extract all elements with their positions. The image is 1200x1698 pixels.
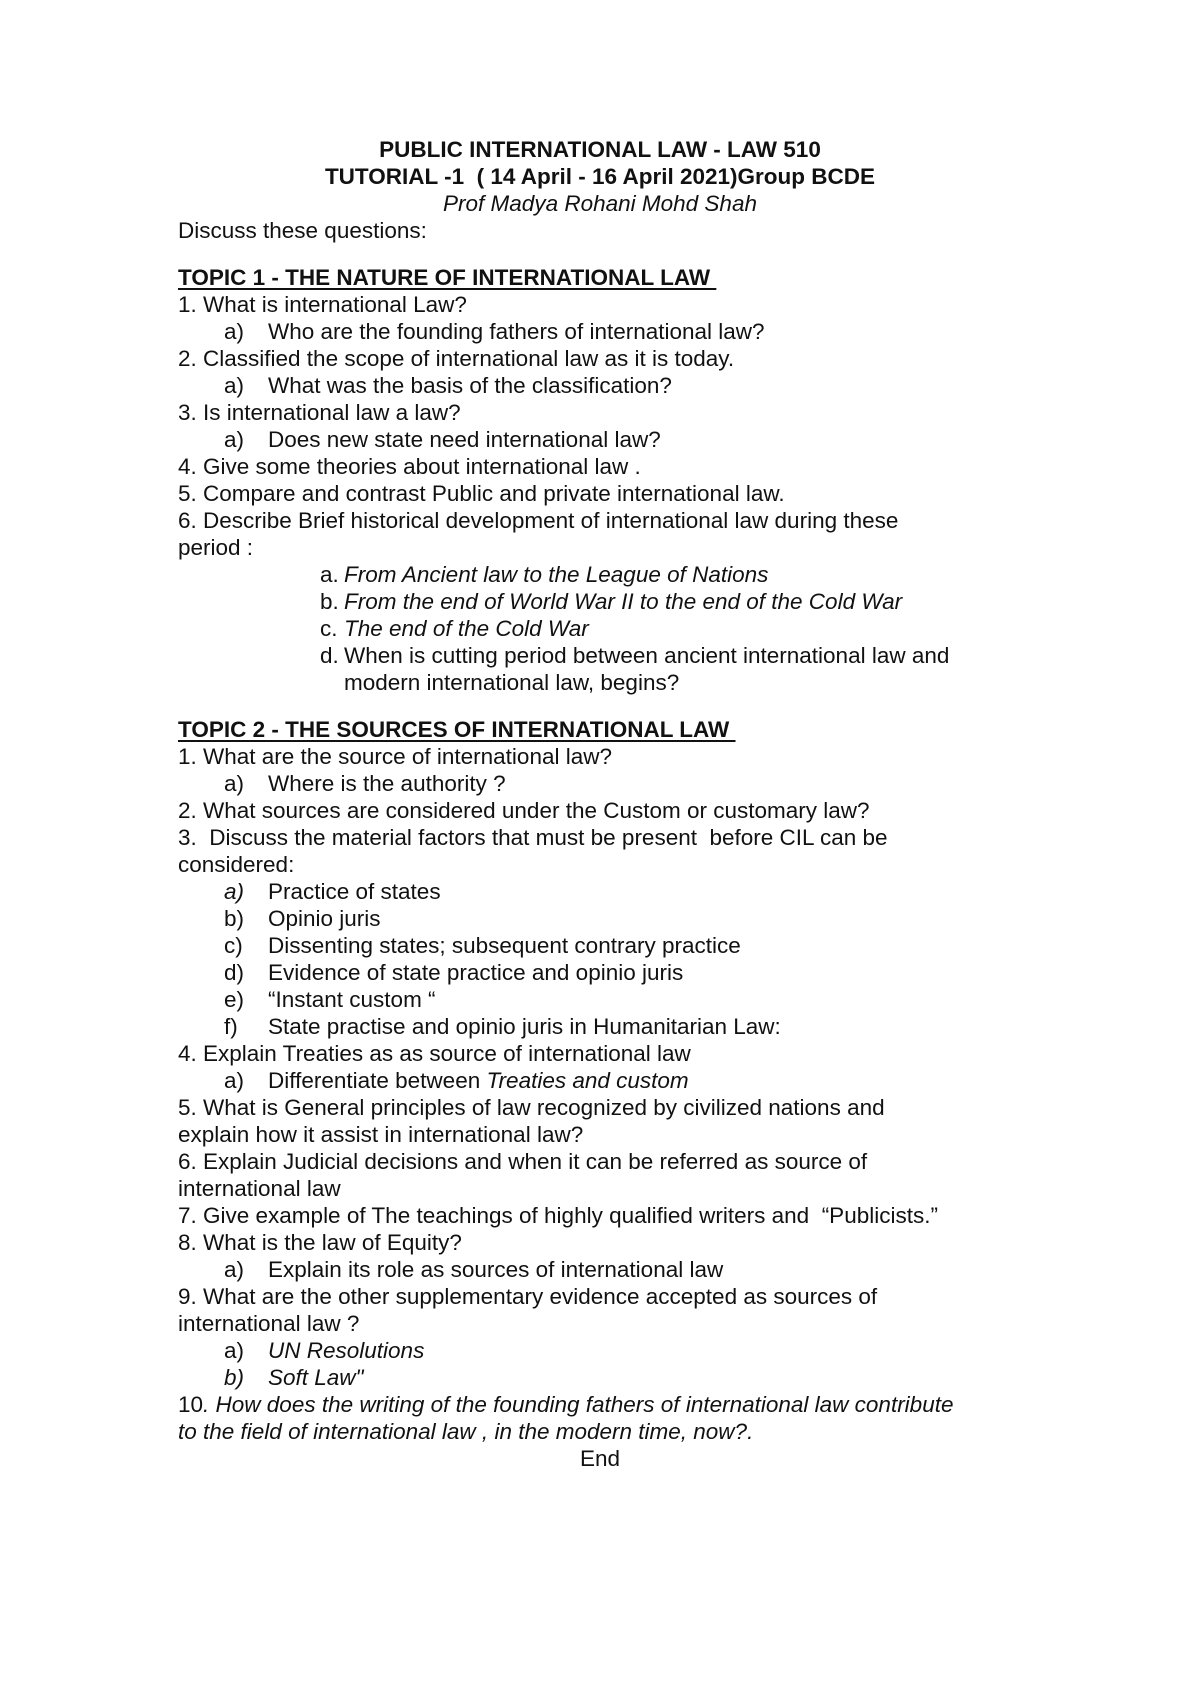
topic1-question-6d-line1: When is cutting period between ancient international law and xyxy=(344,643,950,668)
topic2-subitem-label: b) xyxy=(224,1365,245,1390)
topic1-question-5: 5. Compare and contrast Public and private international law. xyxy=(178,481,785,506)
end-marker: End xyxy=(579,1446,621,1471)
topic2-question-9b: Soft Law" xyxy=(268,1365,364,1390)
topic1-question-6b: From the end of World War II to the end of the Cold War xyxy=(344,589,903,614)
topic1-subitem-label: d. xyxy=(320,643,339,668)
topic2-question-10-line1 xyxy=(178,1391,953,1419)
topic2-question-3b: Opinio juris xyxy=(268,906,381,931)
topic1-heading: TOPIC 1 - THE NATURE OF INTERNATIONAL LAW xyxy=(178,265,717,290)
topic1-question-4: 4. Give some theories about international law . xyxy=(178,454,641,479)
topic2-question-3c: Dissenting states; subsequent contrary practice xyxy=(268,933,741,958)
topic2-question-9a: UN Resolutions xyxy=(268,1338,425,1363)
topic2-question-6-line2: international law xyxy=(178,1176,341,1201)
topic1-question-6c: The end of the Cold War xyxy=(344,616,589,641)
topic2-question-10-line2: to the field of international law , in the modern time, now?. xyxy=(178,1419,754,1444)
topic2-question-1a: Where is the authority ? xyxy=(268,771,506,796)
topic2-subitem-label: a) xyxy=(224,771,245,796)
topic1-question-2: 2. Classified the scope of international law as it is today. xyxy=(178,346,735,371)
topic2-subitem-label: a) xyxy=(224,1257,245,1282)
topic2-question-9-line1: 9. What are the other supplementary evidence accepted as sources of xyxy=(178,1284,878,1309)
topic2-subitem-label: b) xyxy=(224,906,245,931)
topic2-question-2: 2. What sources are considered under the Custom or customary law? xyxy=(178,798,870,823)
topic1-question-6-line1: 6. Describe Brief historical development of international law during these xyxy=(178,508,899,533)
topic1-question-6a: From Ancient law to the League of Nations xyxy=(344,562,769,587)
topic1-subitem-label: b. xyxy=(320,589,339,614)
topic1-question-6-line2: period : xyxy=(178,535,254,560)
topic2-subitem-label: a) xyxy=(224,1338,245,1363)
topic2-subitem-label: f) xyxy=(224,1014,238,1039)
topic2-question-1: 1. What are the source of international law? xyxy=(178,744,612,769)
topic2-question-4a-italic: Treaties and custom xyxy=(486,1068,689,1093)
topic2-question-3e: “Instant custom “ xyxy=(268,987,436,1012)
topic2-subitem-label: a) xyxy=(224,1068,245,1093)
topic1-subitem-label: c. xyxy=(320,616,338,641)
topic2-subitem-label: d) xyxy=(224,960,245,985)
topic2-question-3f: State practise and opinio juris in Humanitarian Law: xyxy=(268,1014,781,1039)
topic2-subitem-label: a) xyxy=(224,879,245,904)
intro-line: Discuss these questions: xyxy=(178,218,427,243)
topic2-question-7: 7. Give example of The teachings of highly qualified writers and “Publicists.” xyxy=(178,1203,938,1228)
topic2-question-3a: Practice of states xyxy=(268,879,441,904)
topic2-question-4: 4. Explain Treaties as as source of international law xyxy=(178,1041,691,1066)
topic1-question-3: 3. Is international law a law? xyxy=(178,400,461,425)
topic2-question-4a-text: Differentiate between xyxy=(268,1068,487,1093)
topic2-question-6-line1: 6. Explain Judicial decisions and when it can be referred as source of xyxy=(178,1149,868,1174)
topic2-question-3d: Evidence of state practice and opinio juris xyxy=(268,960,684,985)
topic1-subitem-label: a. xyxy=(320,562,339,587)
topic1-subitem-label: a) xyxy=(224,319,245,344)
topic2-question-4a xyxy=(268,1067,689,1095)
topic2-question-5-line1: 5. What is General principles of law recognized by civilized nations and xyxy=(178,1095,885,1120)
topic2-subitem-label: c) xyxy=(224,933,243,958)
topic1-subitem-label: a) xyxy=(224,427,245,452)
author-line: Prof Madya Rohani Mohd Shah xyxy=(443,191,757,216)
topic1-question-1: 1. What is international Law? xyxy=(178,292,467,317)
topic2-question-9-line2: international law ? xyxy=(178,1311,360,1336)
topic1-subitem-label: a) xyxy=(224,373,245,398)
topic2-question-10-number: 10 xyxy=(178,1392,204,1417)
topic1-question-6d-line2: modern international law, begins? xyxy=(344,670,680,695)
topic2-question-8a: Explain its role as sources of international law xyxy=(268,1257,724,1282)
topic2-question-5-line2: explain how it assist in international law? xyxy=(178,1122,584,1147)
topic2-heading: TOPIC 2 - THE SOURCES OF INTERNATIONAL LAW xyxy=(178,717,736,742)
topic2-subitem-label: e) xyxy=(224,987,245,1012)
document-title: PUBLIC INTERNATIONAL LAW - LAW 510 xyxy=(379,137,821,162)
topic2-question-8: 8. What is the law of Equity? xyxy=(178,1230,462,1255)
topic2-question-3-line1: 3. Discuss the material factors that must be present before CIL can be xyxy=(178,825,888,850)
topic2-question-10-text: . How does the writing of the founding fathers of international law contribute xyxy=(203,1392,954,1417)
topic1-question-2a: What was the basis of the classification? xyxy=(268,373,672,398)
topic1-question-1a: Who are the founding fathers of international law? xyxy=(268,319,765,344)
topic1-question-3a: Does new state need international law? xyxy=(268,427,661,452)
document-subtitle: TUTORIAL -1 ( 14 April - 16 April 2021)Group BCDE xyxy=(324,164,876,189)
topic2-question-3-line2: considered: xyxy=(178,852,295,877)
